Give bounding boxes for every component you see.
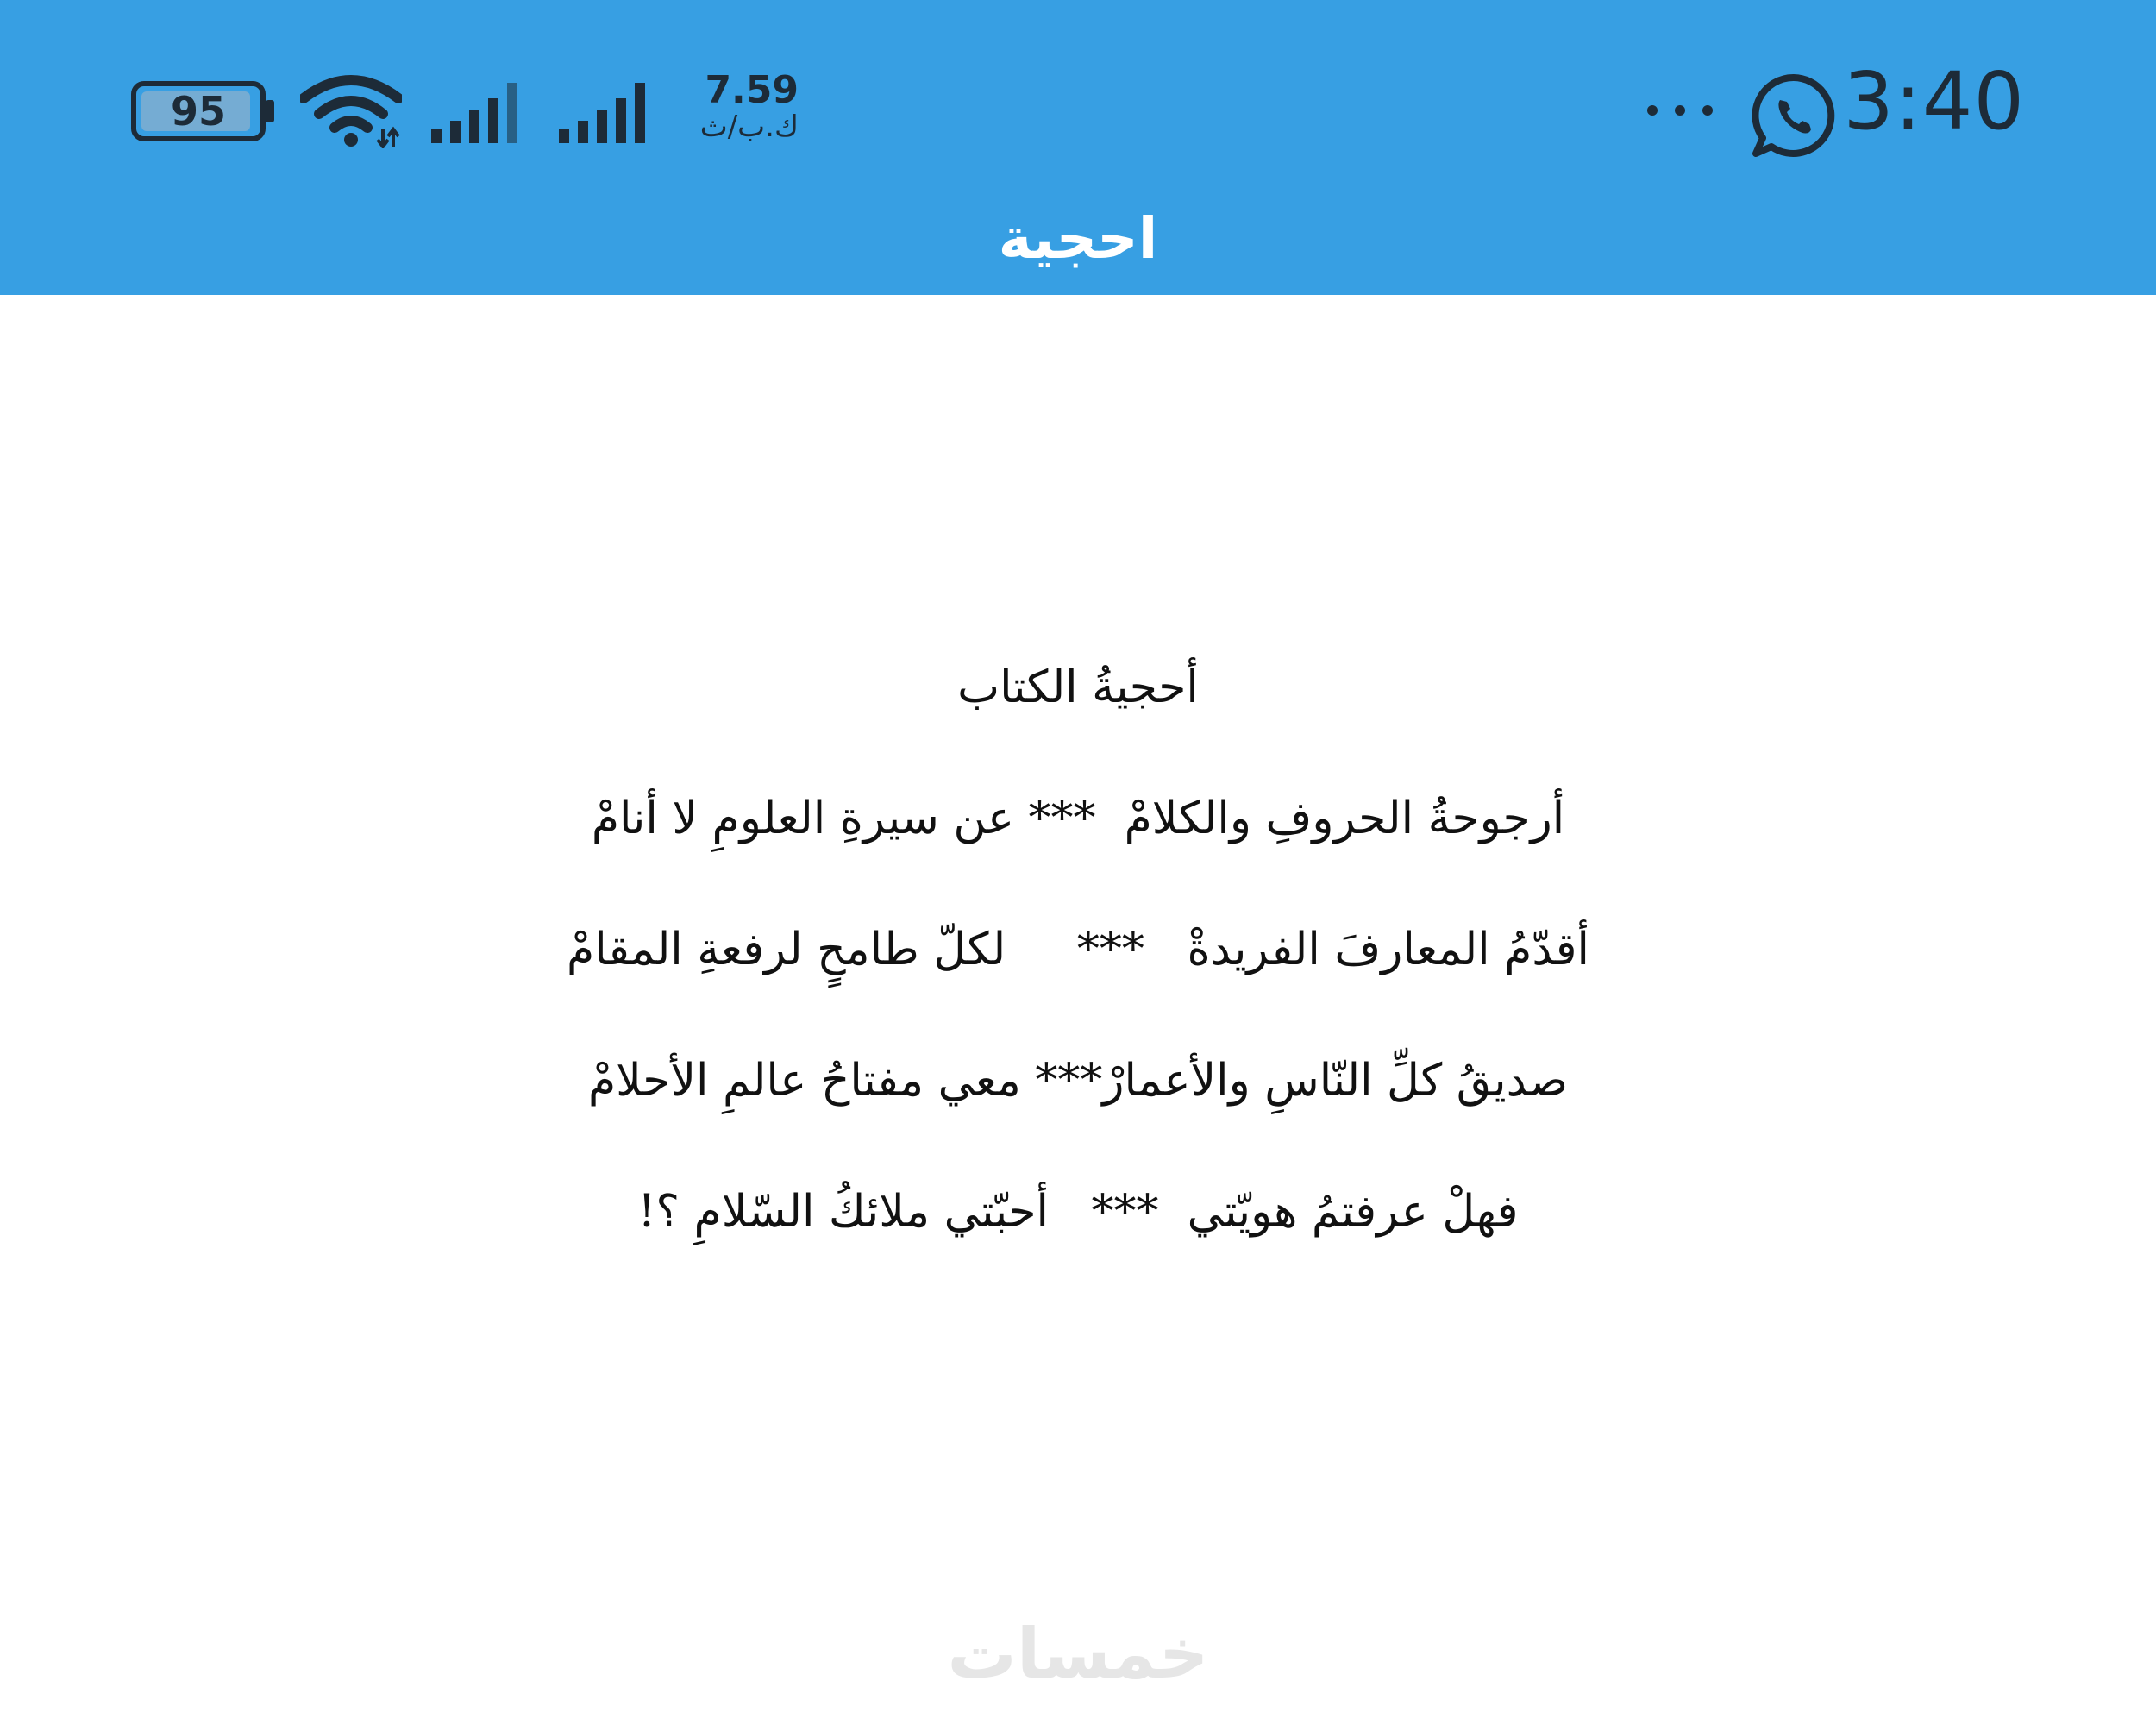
network-speed bbox=[678, 68, 799, 148]
poem-line: أرجوحةُ الحروفِ والكلامْ *** عن سيرةِ العلومِ لا أنامْ bbox=[591, 793, 1565, 844]
network-speed-unit: ك.ب/ث bbox=[699, 110, 799, 144]
poem-title: أحجيةُ الكتاب bbox=[957, 662, 1199, 713]
watermark-logo: خمسات bbox=[947, 1614, 1209, 1694]
poem-content bbox=[345, 649, 1811, 1304]
status-clock: 3:40 bbox=[1843, 55, 2025, 147]
page-title: احجية bbox=[998, 205, 1158, 272]
signal-icon bbox=[429, 78, 530, 145]
app-top-bar bbox=[0, 0, 2156, 295]
more-dots-icon bbox=[1644, 93, 1716, 128]
whatsapp-icon bbox=[1749, 71, 1839, 160]
battery-level: 95 bbox=[170, 88, 226, 135]
poem-line: فهلْ عرفتمُ هويّتي *** أحبّتي ملائكُ السّلامِ ؟! bbox=[637, 1186, 1519, 1238]
signal-icon bbox=[557, 78, 659, 145]
poem-line: أقدّمُ المعارفَ الفريدةْ *** لكلّ طامحٍ لرفعةِ المقامْ bbox=[567, 924, 1589, 975]
poem-line: صديقُ كلِّ النّاسِ والأعمارْ*** معي مفتاحُ عالمِ الأحلامْ bbox=[587, 1055, 1569, 1107]
network-speed-value: 7.59 bbox=[705, 68, 799, 112]
wifi-icon bbox=[300, 72, 402, 148]
